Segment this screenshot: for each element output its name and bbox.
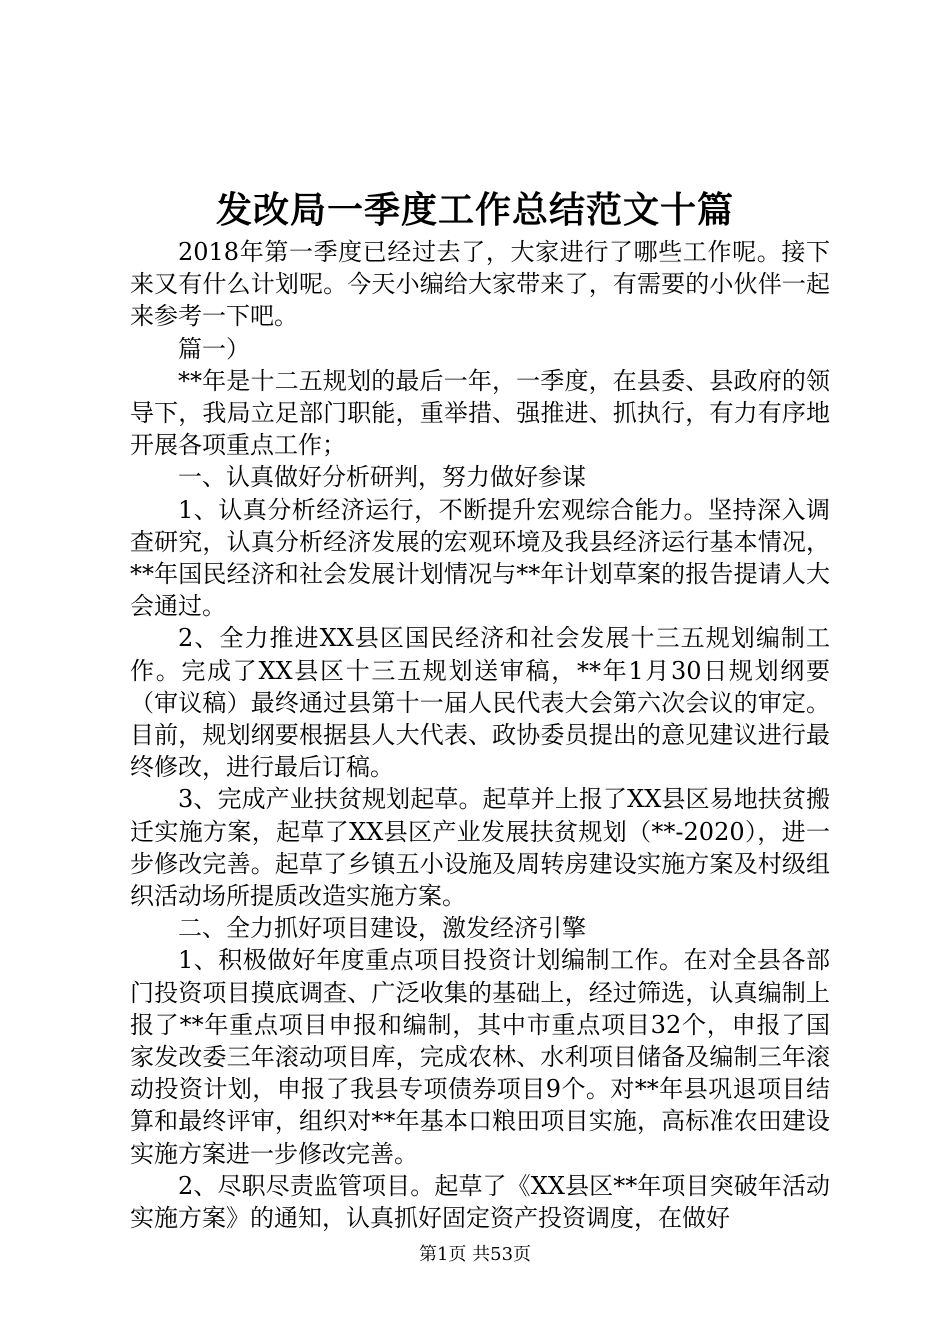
- document-body: [130, 236, 830, 1234]
- paragraph: 3、完成产业扶贫规划起草。起草并上报了XX县区易地扶贫搬迁实施方案，起草了XX县区产业发展扶贫规划（**-2020），进一步修改完善。起草了乡镇五小设施及周转房建设实施方案及村级组织活动场所提质改造实施方案。: [130, 785, 830, 911]
- paragraph: 1、积极做好年度重点项目投资计划编制工作。在对全县各部门投资项目摸底调查、广泛收集的基础上，经过筛选，认真编制上报了**年重点项目申报和编制，其中市重点项目32个，申报了国家发改委三年滚动项目库，完成农林、水利项目储备及编制三年滚动投资计划，申报了我县专项债券项目9个。对**年县巩退项目结算和最终评审，组织对**年基本口粮田项目实施，高标准农田建设实施方案进一步修改完善。: [130, 946, 830, 1168]
- document-title: 发改局一季度工作总结范文十篇: [215, 189, 734, 231]
- paragraph-section-label: 篇一）: [178, 334, 250, 363]
- paragraph: **年是十二五规划的最后一年，一季度，在县委、县政府的领导下，我局立足部门职能，重举措、强推进、抓执行，有力有序地开展各项重点工作；: [130, 366, 830, 460]
- paragraph: 2、全力推进XX县区国民经济和社会发展十三五规划编制工作。完成了XX县区十三五规划送审稿，**年1月30日规划纲要（审议稿）最终通过县第十一届人民代表大会第六次会议的审定。目前，规划纲要根据县人大代表、政协委员提出的意见建议进行最终修改，进行最后订稿。: [130, 624, 830, 782]
- paragraph-intro: 2018年第一季度已经过去了，大家进行了哪些工作呢。接下来又有什么计划呢。今天小编给大家带来了，有需要的小伙伴一起来参考一下吧。: [130, 238, 830, 331]
- paragraph: 1、认真分析经济运行，不断提升宏观综合能力。坚持深入调查研究，认真分析经济发展的宏观环境及我县经济运行基本情况，**年国民经济和社会发展计划情况与**年计划草案的报告提请人大会通过。: [130, 495, 830, 621]
- page-number-footer: 第1页 共53页: [418, 1244, 532, 1265]
- section-heading: 一、认真做好分析研判，努力做好参谋: [178, 463, 586, 492]
- section-heading: 二、全力抓好项目建设，激发经济引擎: [178, 914, 586, 943]
- paragraph: 2、尽职尽责监管项目。起草了《XX县区**年项目突破年活动实施方案》的通知，认真抓好固定资产投资调度，在做好: [130, 1171, 830, 1233]
